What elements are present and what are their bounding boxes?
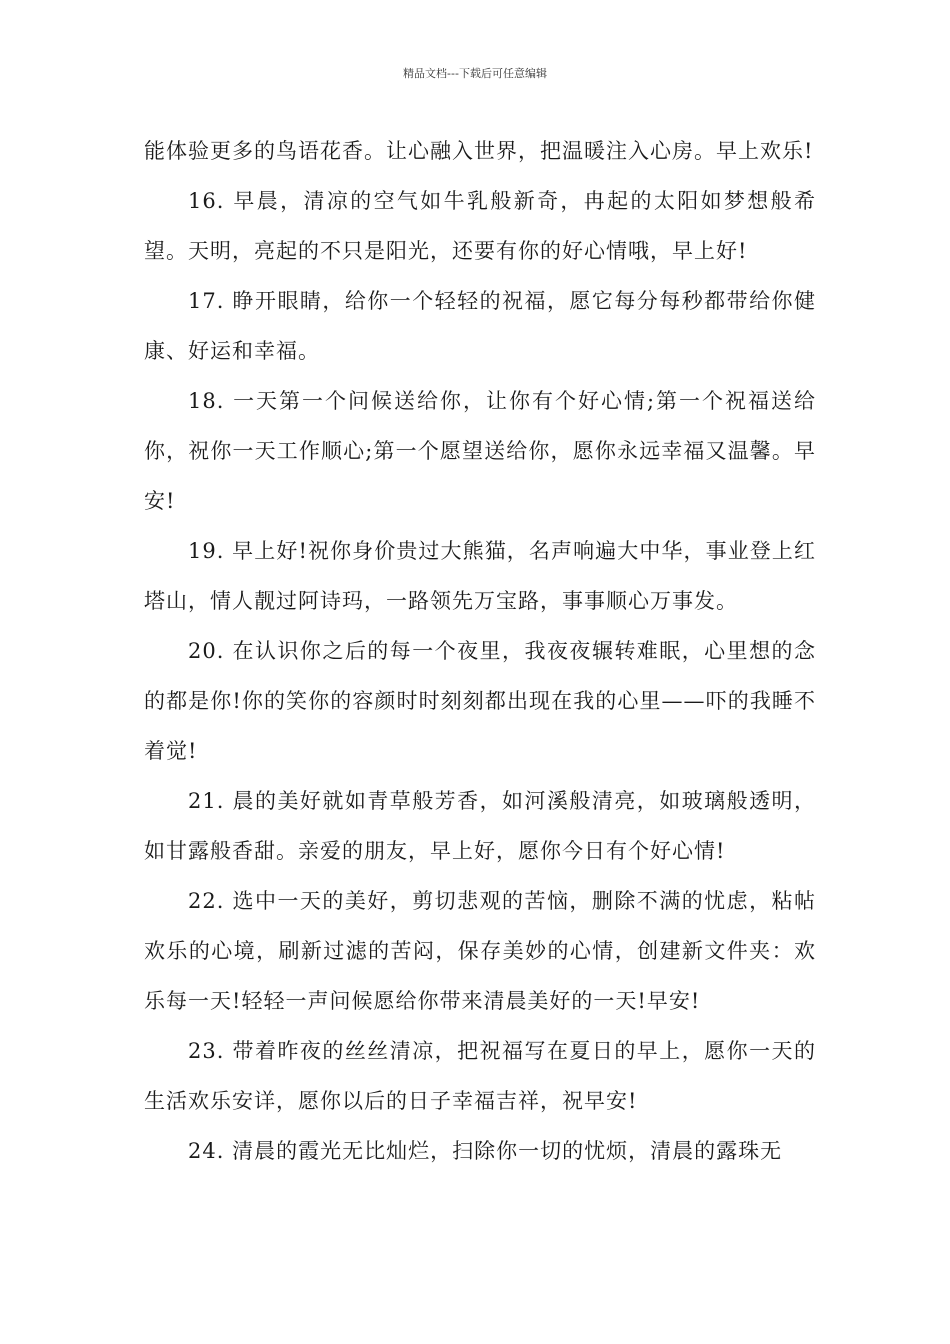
page-header: 精品文档---下载后可任意编辑 xyxy=(403,67,547,80)
paragraph: 能体验更多的鸟语花香。让心融入世界，把温暖注入心房。早上欢乐! xyxy=(144,139,814,163)
paragraph: 24. 清晨的霞光无比灿烂，扫除你一切的忧烦，清晨的露珠无 xyxy=(188,1139,783,1163)
paragraph: 20. 在认识你之后的每一个夜里，我夜夜辗转难眠，心里想的念的都是你!你的笑你的容颜时时刻刻都出现在我的心里——吓的我睡不着觉! xyxy=(144,639,816,763)
paragraph: 22. 选中一天的美好，剪切悲观的苦恼，删除不满的忧虑，粘帖欢乐的心境，刷新过滤的苦闷，保存美妙的心情，创建新文件夹：欢乐每一天!轻轻一声问候愿给你带来清晨美好的一天!早安! xyxy=(144,889,816,1013)
paragraph: 16. 早晨，清凉的空气如牛乳般新奇，冉起的太阳如梦想般希望。天明，亮起的不只是阳光，还要有你的好心情哦，早上好! xyxy=(144,189,816,263)
paragraph: 18. 一天第一个问候送给你，让你有个好心情;第一个祝福送给你，祝你一天工作顺心;第一个愿望送给你，愿你永远幸福又温馨。早安! xyxy=(144,389,816,513)
paragraph: 17. 睁开眼睛，给你一个轻轻的祝福，愿它每分每秒都带给你健康、好运和幸福。 xyxy=(144,289,816,363)
document-body xyxy=(144,126,816,1176)
paragraph: 21. 晨的美好就如青草般芳香，如河溪般清亮，如玻璃般透明，如甘露般香甜。亲爱的朋友，早上好，愿你今日有个好心情! xyxy=(144,789,816,863)
paragraph: 19. 早上好!祝你身价贵过大熊猫，名声响遍大中华，事业登上红塔山，情人靓过阿诗玛，一路领先万宝路，事事顺心万事发。 xyxy=(144,539,816,613)
paragraph: 23. 带着昨夜的丝丝清凉，把祝福写在夏日的早上，愿你一天的生活欢乐安详，愿你以后的日子幸福吉祥，祝早安! xyxy=(144,1039,816,1113)
